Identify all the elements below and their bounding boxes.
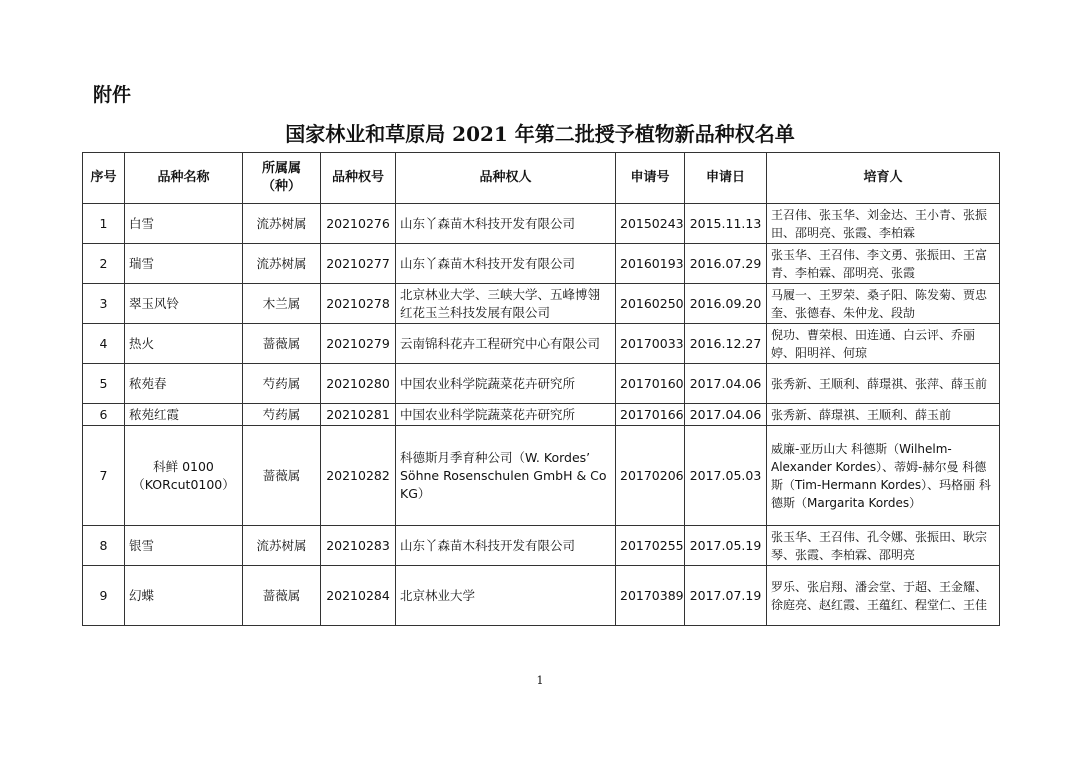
table-row [83, 284, 1000, 324]
cell-right-no: 20210277 [321, 244, 396, 284]
cell-name: 秾苑春 [125, 364, 243, 404]
cell-breeders: 张玉华、王召伟、孔令娜、张振田、耿宗琴、张霞、李柏霖、邵明亮 [767, 526, 1000, 566]
cell-breeders: 王召伟、张玉华、刘金达、王小青、张振田、邵明亮、张霞、李柏霖 [767, 204, 1000, 244]
cell-name: 幻蝶 [125, 566, 243, 626]
cell-owner: 北京林业大学 [396, 566, 616, 626]
cell-breeders: 倪功、曹荣根、田连通、白云评、乔丽婷、阳明祥、何琼 [767, 324, 1000, 364]
cell-owner: 科德斯月季育种公司（W. Kordes’ Söhne Rosenschulen GmbH & Co KG） [396, 426, 616, 526]
cell-app-date: 2016.09.20 [685, 284, 767, 324]
cell-app-date: 2016.07.29 [685, 244, 767, 284]
header-breeders: 培育人 [767, 153, 1000, 204]
cell-app-no: 20160193 [616, 244, 685, 284]
page-number: 1 [536, 674, 544, 687]
cell-breeders: 马履一、王罗荣、桑子阳、陈发菊、贾忠奎、张德春、朱仲龙、段劼 [767, 284, 1000, 324]
cell-genus: 流苏树属 [243, 244, 321, 284]
cell-name: 秾苑红霞 [125, 404, 243, 426]
cell-right-no: 20210278 [321, 284, 396, 324]
cell-breeders: 罗乐、张启翔、潘会堂、于超、王金耀、徐庭亮、赵红霞、王蕴红、程堂仁、王佳 [767, 566, 1000, 626]
cell-name-main: 科鲜 0100 [153, 458, 214, 474]
cell-breeders: 张秀新、薛璟祺、王顺利、薛玉前 [767, 404, 1000, 426]
cell-name: 瑞雪 [125, 244, 243, 284]
cell-seq: 9 [83, 566, 125, 626]
cell-right-no: 20210281 [321, 404, 396, 426]
cell-genus: 蔷薇属 [243, 566, 321, 626]
cell-seq: 5 [83, 364, 125, 404]
header-genus-line2: （种） [261, 179, 301, 194]
cell-name: 银雪 [125, 526, 243, 566]
cell-app-date: 2017.04.06 [685, 364, 767, 404]
cell-right-no: 20210276 [321, 204, 396, 244]
cell-name [125, 426, 243, 526]
cell-app-date: 2017.04.06 [685, 404, 767, 426]
cell-right-no: 20210282 [321, 426, 396, 526]
cell-genus: 蔷薇属 [243, 324, 321, 364]
cell-app-date: 2015.11.13 [685, 204, 767, 244]
cell-right-no: 20210283 [321, 526, 396, 566]
table-row [83, 404, 1000, 426]
header-owner: 品种权人 [396, 153, 616, 204]
table-row [83, 526, 1000, 566]
cell-genus: 蔷薇属 [243, 426, 321, 526]
table-header-row [83, 153, 1000, 204]
table-row [83, 364, 1000, 404]
cell-genus: 流苏树属 [243, 526, 321, 566]
cell-owner: 北京林业大学、三峡大学、五峰博翎红花玉兰科技发展有限公司 [396, 284, 616, 324]
table-row [83, 324, 1000, 364]
cell-seq: 4 [83, 324, 125, 364]
document-title: 国家林业和草原局 2021 年第二批授予植物新品种权名单 [285, 122, 795, 146]
table-row [83, 566, 1000, 626]
cell-genus: 流苏树属 [243, 204, 321, 244]
cell-genus: 木兰属 [243, 284, 321, 324]
cell-app-no: 20170033 [616, 324, 685, 364]
header-app-date: 申请日 [685, 153, 767, 204]
header-right-no: 品种权号 [321, 153, 396, 204]
cell-breeders: 威廉-亚历山大 科德斯（Wilhelm-Alexander Kordes）、蒂姆-赫尔曼 科德斯（Tim-Hermann Kordes）、玛格丽 科德斯（Margarita Kordes） [767, 426, 1000, 526]
cell-name: 白雪 [125, 204, 243, 244]
cell-genus: 芍药属 [243, 364, 321, 404]
grants-table [82, 152, 1000, 626]
cell-right-no: 20210279 [321, 324, 396, 364]
cell-seq: 1 [83, 204, 125, 244]
cell-right-no: 20210280 [321, 364, 396, 404]
cell-owner: 云南锦科花卉工程研究中心有限公司 [396, 324, 616, 364]
header-name: 品种名称 [125, 153, 243, 204]
cell-app-no: 20170389 [616, 566, 685, 626]
cell-app-date: 2017.05.03 [685, 426, 767, 526]
header-genus [243, 153, 321, 204]
cell-app-no: 20150243 [616, 204, 685, 244]
cell-breeders: 张秀新、王顺利、薛璟祺、张萍、薛玉前 [767, 364, 1000, 404]
cell-app-no: 20160250 [616, 284, 685, 324]
cell-right-no: 20210284 [321, 566, 396, 626]
attachment-label: 附件 [93, 84, 132, 106]
cell-seq: 2 [83, 244, 125, 284]
cell-owner: 山东丫森苗木科技开发有限公司 [396, 244, 616, 284]
table-row [83, 204, 1000, 244]
cell-owner: 山东丫森苗木科技开发有限公司 [396, 526, 616, 566]
cell-breeders: 张玉华、王召伟、李文勇、张振田、王富青、李柏霖、邵明亮、张霞 [767, 244, 1000, 284]
header-genus-line1: 所属属 [261, 161, 301, 176]
cell-name-sub: （KORcut0100） [132, 476, 235, 492]
cell-app-date: 2016.12.27 [685, 324, 767, 364]
cell-seq: 3 [83, 284, 125, 324]
cell-app-date: 2017.07.19 [685, 566, 767, 626]
cell-seq: 8 [83, 526, 125, 566]
cell-app-no: 20170206 [616, 426, 685, 526]
cell-name: 热火 [125, 324, 243, 364]
cell-owner: 中国农业科学院蔬菜花卉研究所 [396, 364, 616, 404]
table-row [83, 426, 1000, 526]
cell-owner: 中国农业科学院蔬菜花卉研究所 [396, 404, 616, 426]
cell-app-no: 20170166 [616, 404, 685, 426]
cell-seq: 6 [83, 404, 125, 426]
header-seq: 序号 [83, 153, 125, 204]
header-app-no: 申请号 [616, 153, 685, 204]
cell-app-date: 2017.05.19 [685, 526, 767, 566]
cell-app-no: 20170160 [616, 364, 685, 404]
cell-owner: 山东丫森苗木科技开发有限公司 [396, 204, 616, 244]
cell-app-no: 20170255 [616, 526, 685, 566]
cell-name: 翠玉风铃 [125, 284, 243, 324]
table-row [83, 244, 1000, 284]
cell-genus: 芍药属 [243, 404, 321, 426]
cell-seq: 7 [83, 426, 125, 526]
